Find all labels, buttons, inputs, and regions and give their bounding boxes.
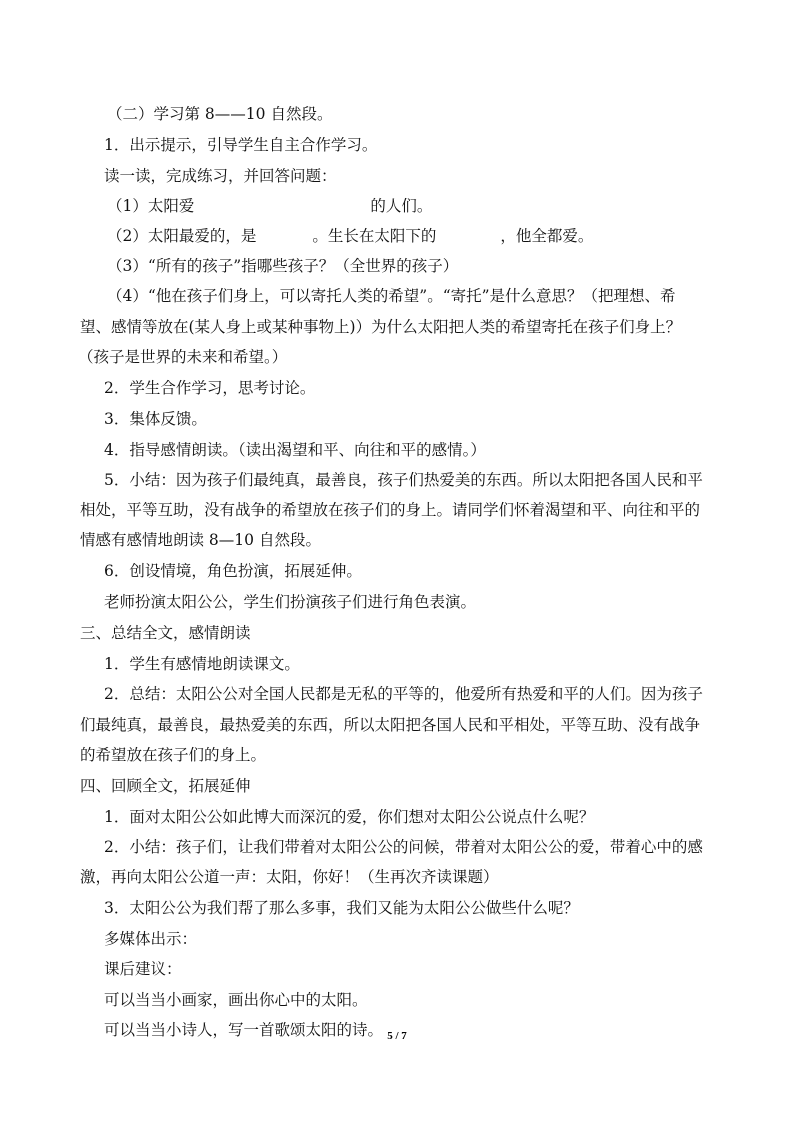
section-heading-paragraphs-8-10: （二）学习第 8——10 自然段。: [107, 105, 333, 123]
role-play-text: 老师扮演太阳公公，学生们扮演孩子们进行角色表演。: [104, 593, 477, 611]
exercise-2-part-a: （2）太阳最爱的，是: [107, 227, 257, 245]
step-3-text: 3．集体反馈。: [104, 410, 207, 428]
suggestion-1: 可以当当小画家，画出你心中的太阳。: [104, 991, 368, 1009]
instruction-text: 读一读，完成练习，并回答问题：: [104, 167, 337, 185]
after-class-label: 课后建议：: [104, 960, 182, 978]
section-4-step-2-line-1: 2．小结：孩子们，让我们带着对太阳公公的问候，带着对太阳公公的爱，带着心中的感: [104, 838, 703, 856]
exercise-2-part-b: 。生长在太阳下的: [312, 227, 437, 245]
section-3-step-1: 1．学生有感情地朗读课文。: [104, 655, 300, 673]
exercise-3: （3）“所有的孩子”指哪些孩子？（全世界的孩子）: [107, 257, 459, 275]
exercise-4-line-1: （4）“他在孩子们身上，可以寄托人类的希望”。“寄托”是什么意思？（把理想、希: [107, 287, 676, 305]
exercise-1-part-a: （1）太阳爱: [107, 197, 195, 215]
section-3-step-2-line-3: 的希望放在孩子们的身上。: [80, 746, 267, 764]
exercise-2-part-c: ，他全都爱。: [500, 227, 594, 245]
exercise-2: [107, 226, 593, 246]
section-3-heading: 三、总结全文，感情朗读: [80, 624, 251, 642]
suggestion-2: 可以当当小诗人，写一首歌颂太阳的诗。: [104, 1021, 384, 1039]
section-3-step-2-line-1: 2．总结：太阳公公对全国人民都是无私的平等的，他爱所有热爱和平的人们。因为孩子: [104, 685, 703, 703]
step-5-line-1: 5．小结：因为孩子们最纯真，最善良，孩子们热爱美的东西。所以太阳把各国人民和平: [104, 471, 703, 489]
section-4-step-3: 3．太阳公公为我们帮了那么多事，我们又能为太阳公公做些什么呢？: [104, 899, 579, 917]
step-5-line-3: 情感有感情地朗读 8—10 自然段。: [80, 531, 321, 549]
section-3-step-2-line-2: 们最纯真，最善良，最热爱美的东西，所以太阳把各国人民和平相处，平等互助、没有战争: [80, 716, 701, 734]
section-4-step-2-line-2: 激，再向太阳公公道一声：太阳，你好！（生再次齐读课题）: [80, 868, 499, 886]
multimedia-label: 多媒体出示：: [104, 930, 198, 948]
step-5-line-2: 相处，平等互助，没有战争的希望放在孩子们的身上。请同学们怀着渴望和平、向往和平的: [80, 501, 701, 519]
step-6-text: 6．创设情境，角色扮演，拓展延伸。: [104, 562, 362, 580]
section-4-heading: 四、回顾全文，拓展延伸: [80, 777, 251, 795]
step-1-text: 1．出示提示，引导学生自主合作学习。: [104, 136, 378, 154]
section-4-step-1: 1．面对太阳公公如此博大而深沉的爱，你们想对太阳公公说点什么呢？: [104, 808, 595, 826]
step-2-text: 2．学生合作学习，思考讨论。: [104, 379, 316, 397]
exercise-1: [107, 196, 432, 216]
exercise-4-line-2: 望、感情等放在(某人身上或某种事物上)）为什么太阳把人类的希望寄托在孩子们身上？: [80, 318, 682, 336]
exercise-1-part-b: 的人们。: [370, 197, 433, 215]
step-4-text: 4．指导感情朗读。（读出渴望和平、向往和平的感情。）: [104, 441, 486, 459]
exercise-4-line-3: （孩子是世界的未来和希望。）: [78, 348, 288, 366]
page-number: 5 / 7: [387, 1030, 407, 1042]
